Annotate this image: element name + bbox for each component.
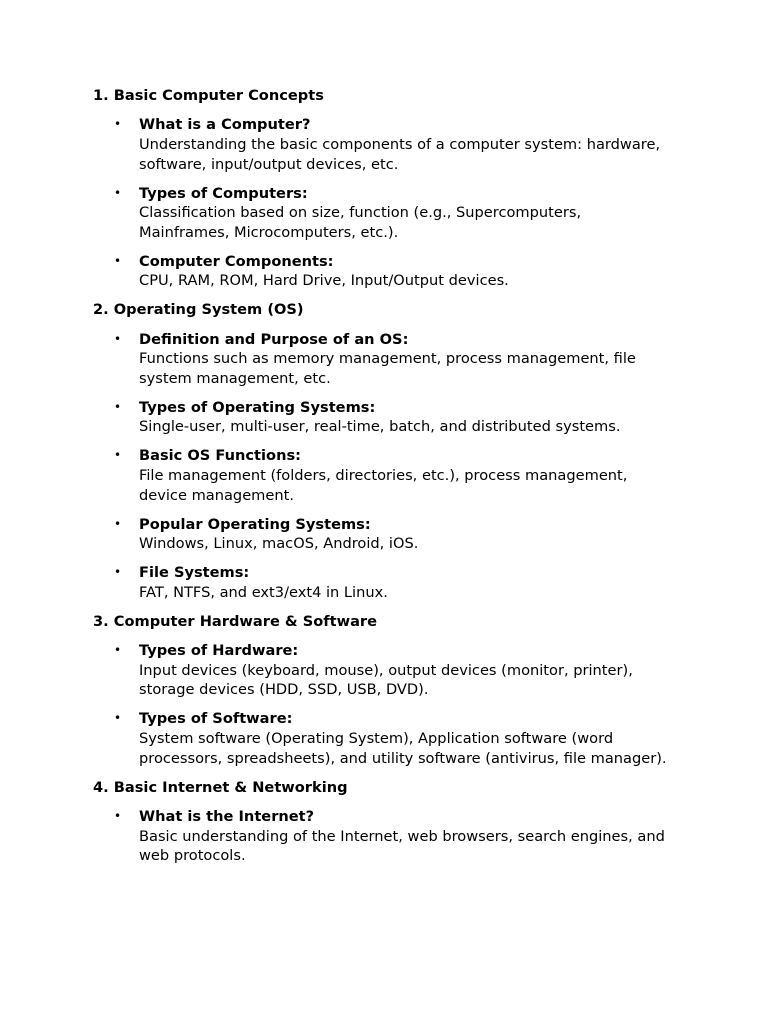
bullet-icon: •: [114, 117, 122, 132]
section-title: 2. Operating System (OS): [93, 301, 304, 319]
item-title: Definition and Purpose of an OS:: [139, 330, 409, 348]
bullet-icon: •: [114, 448, 122, 463]
item-text: Input devices (keyboard, mouse), output devices (monitor, printer), storage devices (HDD, SSD, USB, DVD).: [139, 661, 633, 699]
item-text: Functions such as memory management, process management, file system management, etc.: [139, 350, 636, 387]
item-title: Basic OS Functions:: [139, 447, 301, 465]
section-hardware-software: [93, 612, 693, 768]
section-title: 1. Basic Computer Concepts: [93, 87, 324, 104]
item-title: What is a Computer?: [139, 116, 311, 134]
list-item: [93, 563, 693, 602]
list-item: [93, 398, 693, 437]
item-title: Computer Components:: [139, 252, 334, 270]
bullet-icon: •: [114, 185, 122, 200]
list-item: [93, 446, 693, 505]
section-internet-networking: [93, 778, 693, 866]
bullet-icon: •: [114, 331, 122, 346]
list-item: [93, 641, 693, 700]
item-text: Basic understanding of the Internet, web browsers, search engines, and web protocols.: [139, 827, 665, 865]
section-operating-system: [93, 300, 693, 602]
item-text: Single-user, multi-user, real-time, batch, and distributed systems.: [139, 418, 621, 436]
bullet-icon: •: [114, 516, 122, 531]
item-text: Windows, Linux, macOS, Android, iOS.: [139, 535, 419, 553]
item-text: Understanding the basic components of a computer system: hardware, software, input/output devices, etc.: [139, 135, 661, 173]
bullet-icon: •: [114, 399, 122, 414]
bullet-icon: •: [114, 643, 122, 658]
item-text: Classification based on size, function (e.g., Supercomputers, Mainframes, Microcomputers, etc.).: [139, 204, 582, 241]
item-text: FAT, NTFS, and ext3/ext4 in Linux.: [139, 583, 388, 601]
list-item: [93, 115, 693, 174]
item-text: CPU, RAM, ROM, Hard Drive, Input/Output devices.: [139, 272, 509, 290]
item-title: Types of Software:: [139, 710, 293, 728]
item-title: Types of Hardware:: [139, 642, 299, 660]
item-text: System software (Operating System), Application software (word processors, spreadsheets), and utility software (antivirus, file manager).: [139, 729, 667, 767]
item-title: What is the Internet?: [139, 807, 315, 825]
section-basic-computer-concepts: [93, 86, 693, 291]
bullet-list: [93, 330, 693, 603]
bullet-icon: •: [114, 253, 122, 268]
list-item: [93, 807, 693, 866]
bullet-icon: •: [114, 808, 122, 823]
bullet-icon: •: [114, 565, 122, 580]
list-item: [93, 252, 693, 291]
list-item: [93, 330, 693, 389]
item-title: File Systems:: [139, 564, 250, 582]
document-content: [93, 86, 693, 875]
section-title: 3. Computer Hardware & Software: [93, 612, 378, 630]
item-title: Types of Operating Systems:: [139, 398, 376, 416]
item-text: File management (folders, directories, etc.), process management, device management.: [139, 467, 628, 504]
bullet-list: [93, 115, 693, 291]
bullet-list: [93, 807, 693, 866]
bullet-list: [93, 641, 693, 768]
list-item: [93, 515, 693, 554]
list-item: [93, 709, 693, 768]
item-title: Popular Operating Systems:: [139, 515, 371, 533]
item-title: Types of Computers:: [139, 184, 308, 202]
section-title: 4. Basic Internet & Networking: [93, 778, 348, 796]
list-item: [93, 184, 693, 243]
bullet-icon: •: [114, 711, 122, 726]
